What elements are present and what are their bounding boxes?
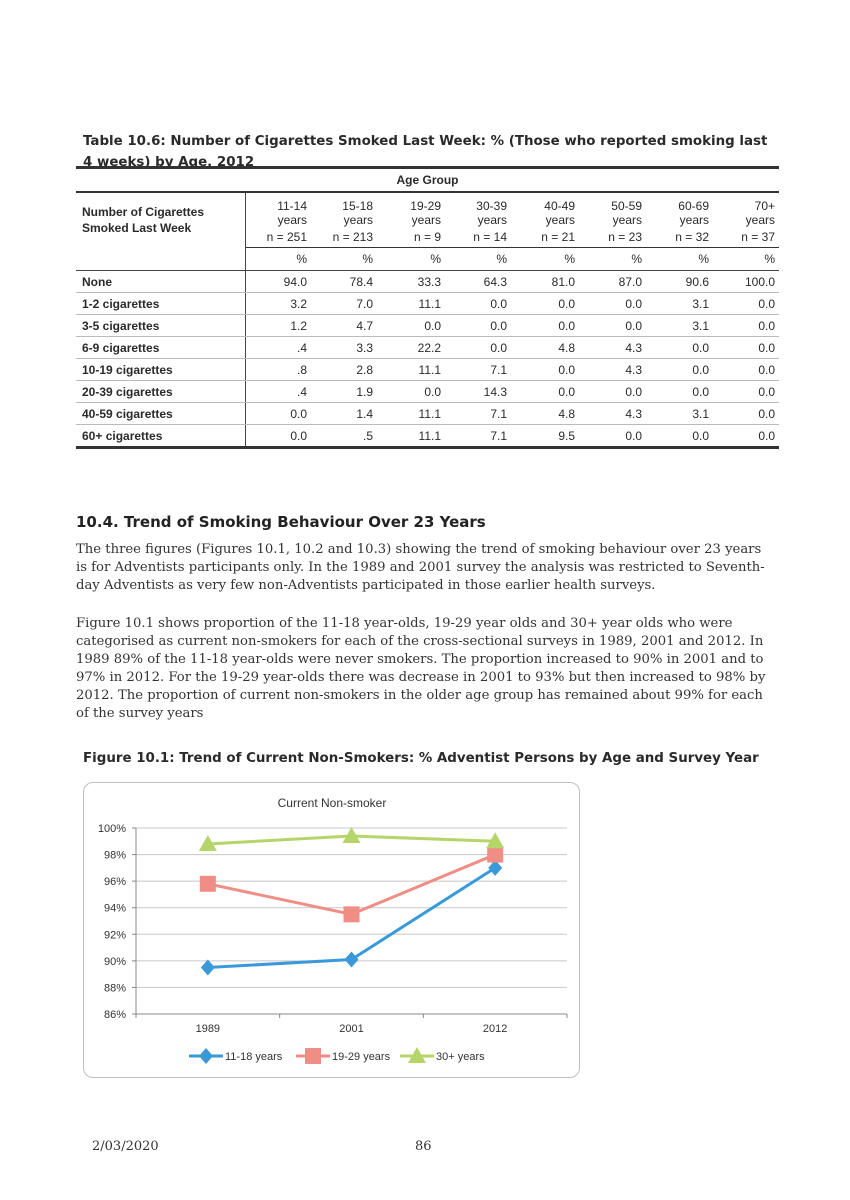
section-heading: 10.4. Trend of Smoking Behaviour Over 23 Years — [76, 513, 486, 531]
table-cell: 0.0 — [646, 425, 713, 448]
table-cell: 94.0 — [245, 271, 311, 293]
table-cell: 7.1 — [445, 359, 511, 381]
table-cell: 1.4 — [311, 403, 377, 425]
age-col-header: 50-59 years — [611, 199, 642, 227]
table-cell: 7.0 — [311, 293, 377, 315]
table-cell: 0.0 — [579, 381, 646, 403]
table-cell: 81.0 — [511, 271, 579, 293]
sample-size: n = 251 — [245, 227, 311, 248]
data-point — [345, 952, 359, 968]
row-label: None — [76, 271, 245, 293]
row-label: 1-2 cigarettes — [76, 293, 245, 315]
table-cell: 0.0 — [377, 381, 445, 403]
pct-row-spacer — [76, 248, 245, 271]
table-caption: Table 10.6: Number of Cigarettes Smoked Last Week: % (Those who reported smoking last 4 weeks) by Age, 2012 — [83, 134, 768, 170]
sample-size: n = 21 — [511, 227, 579, 248]
row-label: 3-5 cigarettes — [76, 315, 245, 337]
table-cell: 87.0 — [579, 271, 646, 293]
y-tick-label: 98% — [103, 849, 126, 862]
table-cell: 0.0 — [646, 337, 713, 359]
sample-size: n = 37 — [713, 227, 779, 248]
page-number: 86 — [415, 1139, 432, 1154]
table-row — [76, 381, 779, 403]
data-point — [201, 960, 215, 976]
y-tick-label: 86% — [103, 1009, 126, 1021]
pct-unit: % — [445, 248, 511, 271]
table-cell: 0.0 — [713, 381, 779, 403]
table-cell: 0.0 — [511, 359, 579, 381]
pct-unit: % — [713, 248, 779, 271]
table-cell: 4.7 — [311, 315, 377, 337]
x-tick-label: 2012 — [482, 1023, 508, 1035]
table-cell: 4.3 — [579, 359, 646, 381]
legend-label: 19-29 years — [332, 1051, 391, 1063]
age-group-header: Age Group — [76, 168, 779, 193]
table-cell: 22.2 — [377, 337, 445, 359]
pct-unit: % — [579, 248, 646, 271]
cigarettes-table — [76, 166, 779, 449]
x-tick-label: 1989 — [195, 1023, 221, 1035]
table-cell: 2.8 — [311, 359, 377, 381]
table-cell: 3.3 — [311, 337, 377, 359]
data-point — [344, 906, 360, 922]
table-cell: 7.1 — [445, 403, 511, 425]
table-cell: 11.1 — [377, 403, 445, 425]
body-paragraph: Figure 10.1 shows proportion of the 11-18 year-olds, 19-29 year olds and 30+ year olds who were categorised as current non-smokers for each of the cross-sectional surveys in 1989, 2001 and 2012. In 1989 89% of the 11-18 year-olds were never smokers. The proportion increased to 90% in 2001 and to 97% in 2012. For the 19-29 year-olds there was decrease in 2001 to 93% but then increased to 98% by 2012. The proportion of current non-smokers in the older age group has remained about 99% for each of the survey years — [76, 616, 766, 721]
table-cell: 4.8 — [511, 403, 579, 425]
legend-marker — [305, 1048, 321, 1064]
table-cell: 0.0 — [511, 381, 579, 403]
row-header: Number of Cigarettes Smoked Last Week — [76, 192, 245, 248]
row-label: 20-39 cigarettes — [76, 381, 245, 403]
y-tick-label: 88% — [103, 982, 126, 995]
sample-size: n = 213 — [311, 227, 377, 248]
table-cell: 0.0 — [579, 293, 646, 315]
table-cell: 1.9 — [311, 381, 377, 403]
pct-unit: % — [511, 248, 579, 271]
table-cell: 0.0 — [377, 315, 445, 337]
table-cell: .5 — [311, 425, 377, 448]
table-cell: 0.0 — [646, 381, 713, 403]
y-tick-label: 100% — [97, 823, 126, 835]
table-cell: 90.6 — [646, 271, 713, 293]
pct-unit: % — [646, 248, 713, 271]
sample-size: n = 14 — [445, 227, 511, 248]
table-row — [76, 425, 779, 448]
figure-caption: Figure 10.1: Trend of Current Non-Smokers: % Adventist Persons by Age and Survey Year — [83, 751, 759, 766]
table-cell: 3.1 — [646, 293, 713, 315]
age-col-header: 19-29 years — [410, 199, 441, 227]
table-cell: 0.0 — [445, 293, 511, 315]
pct-unit: % — [377, 248, 445, 271]
table-cell: 0.0 — [579, 425, 646, 448]
pct-unit: % — [245, 248, 311, 271]
table-cell: 0.0 — [713, 359, 779, 381]
table-cell: 4.3 — [579, 403, 646, 425]
table-cell: 0.0 — [445, 315, 511, 337]
sample-size: n = 32 — [646, 227, 713, 248]
table-cell: 11.1 — [377, 425, 445, 448]
legend-label: 11-18 years — [225, 1051, 283, 1063]
legend-label: 30+ years — [436, 1051, 485, 1063]
y-tick-label: 92% — [103, 929, 126, 942]
table-cell: 14.3 — [445, 381, 511, 403]
row-label: 60+ cigarettes — [76, 425, 245, 448]
table-cell: 9.5 — [511, 425, 579, 448]
age-col-header: 11-14 years — [277, 199, 307, 227]
table-cell: 0.0 — [713, 425, 779, 448]
body-paragraph: The three figures (Figures 10.1, 10.2 and 10.3) showing the trend of smoking behaviour over 23 years is for Adventists participants only. In the 1989 and 2001 survey the analysis was restricted to Seventh-day Adventists as very few non-Adventists participated in those earlier health surveys. — [76, 542, 765, 593]
table-cell: 0.0 — [511, 293, 579, 315]
data-point — [487, 847, 503, 863]
age-col-header: 30-39 years — [476, 199, 507, 227]
table-cell: 4.3 — [579, 337, 646, 359]
table-cell: 0.0 — [245, 425, 311, 448]
table-row — [76, 403, 779, 425]
table-cell: 11.1 — [377, 359, 445, 381]
age-col-header: 40-49 years — [544, 199, 575, 227]
table-body — [76, 271, 779, 448]
age-col-header: 60-69 years — [678, 199, 709, 227]
table-cell: 7.1 — [445, 425, 511, 448]
table-cell: 33.3 — [377, 271, 445, 293]
table-cell: 3.1 — [646, 403, 713, 425]
table-row — [76, 359, 779, 381]
footer-date: 2/03/2020 — [92, 1139, 159, 1154]
table-cell: 0.0 — [713, 337, 779, 359]
table-cell: .8 — [245, 359, 311, 381]
pct-unit: % — [311, 248, 377, 271]
y-tick-label: 96% — [103, 876, 126, 889]
x-tick-label: 2001 — [339, 1023, 364, 1035]
table-cell: 0.0 — [579, 315, 646, 337]
table-cell: 4.8 — [511, 337, 579, 359]
table-cell: 3.2 — [245, 293, 311, 315]
table-row — [76, 315, 779, 337]
table-cell: 0.0 — [445, 337, 511, 359]
sample-size: n = 23 — [579, 227, 646, 248]
chart-title: Current Non-smoker — [277, 796, 387, 810]
table-cell: 11.1 — [377, 293, 445, 315]
table-cell: 1.2 — [245, 315, 311, 337]
table-cell: .4 — [245, 337, 311, 359]
table-cell: 0.0 — [511, 315, 579, 337]
line-chart — [84, 783, 579, 1077]
row-label: 10-19 cigarettes — [76, 359, 245, 381]
table-row — [76, 271, 779, 293]
table-cell: 0.0 — [713, 293, 779, 315]
legend-marker — [199, 1048, 213, 1064]
data-point — [200, 876, 216, 892]
series-line — [208, 855, 495, 915]
table-cell: 0.0 — [646, 359, 713, 381]
chart-container — [83, 782, 580, 1078]
y-tick-label: 94% — [103, 902, 126, 915]
sample-size: n = 9 — [377, 227, 445, 248]
table-cell: 3.1 — [646, 315, 713, 337]
table-row — [76, 337, 779, 359]
table-cell: 0.0 — [713, 315, 779, 337]
table-cell: 78.4 — [311, 271, 377, 293]
table-row — [76, 293, 779, 315]
row-label: 6-9 cigarettes — [76, 337, 245, 359]
age-col-header: 15-18 years — [342, 199, 373, 227]
table-cell: .4 — [245, 381, 311, 403]
table-cell: 100.0 — [713, 271, 779, 293]
table-cell: 64.3 — [445, 271, 511, 293]
row-label: 40-59 cigarettes — [76, 403, 245, 425]
table-cell: 0.0 — [713, 403, 779, 425]
table-cell: 0.0 — [245, 403, 311, 425]
age-col-header: 70+ years — [745, 199, 775, 227]
y-tick-label: 90% — [103, 955, 126, 968]
